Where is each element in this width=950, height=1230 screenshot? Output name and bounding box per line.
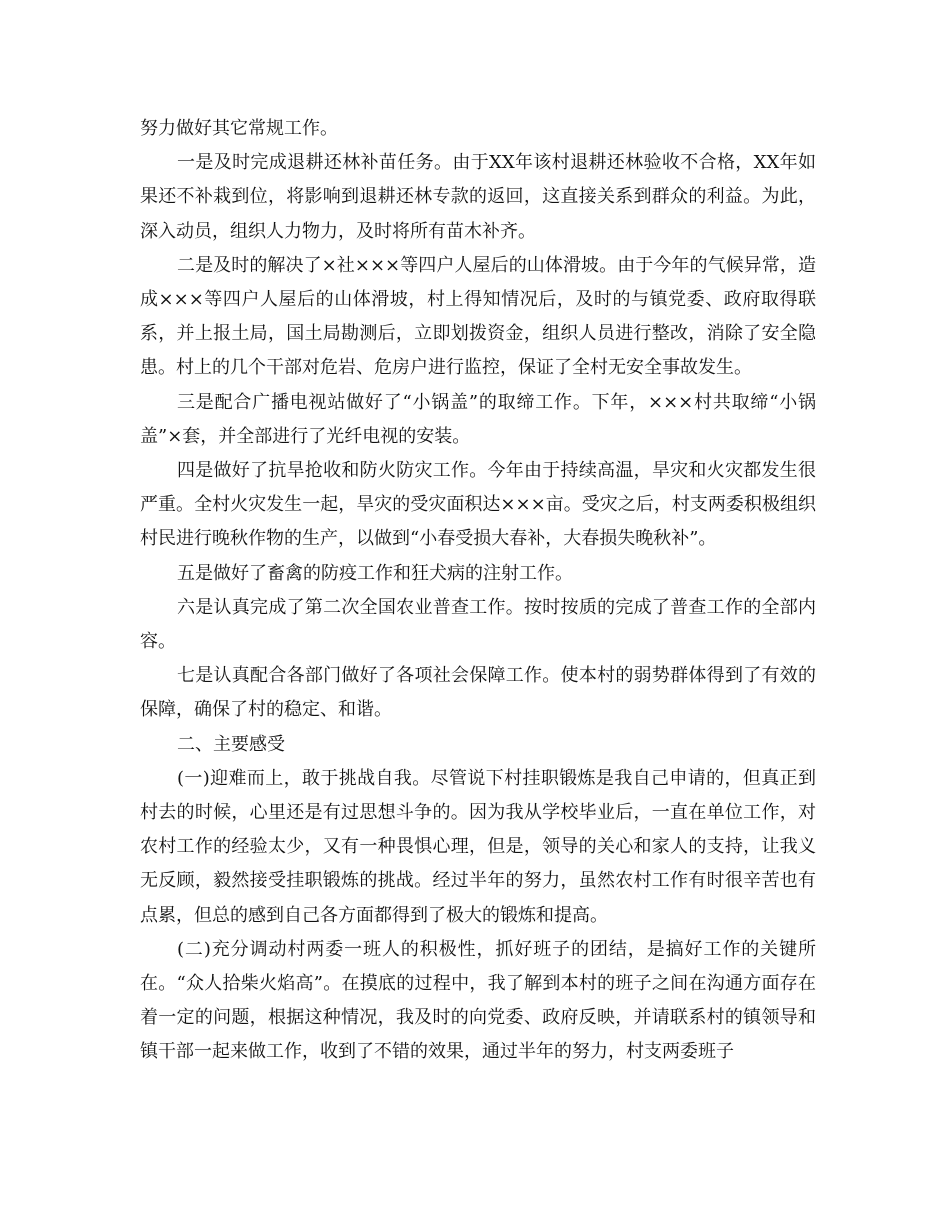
paragraph-item-three: 三是配合广播电视站做好了“小锅盖”的取缔工作。下年，×××村共取缔“小锅盖”×套，并全部进行了光纤电视的安装。 [140, 391, 816, 447]
paragraph-item-one: 一是及时完成退耕还林补苗任务。由于XX年该村退耕还林验收不合格，XX年如果还不补栽到位，将影响到退耕还林专款的返回，这直接关系到群众的利益。为此，深入动员，组织人力物力，及时将所有苗木补齐。 [140, 152, 816, 242]
paragraph-feeling-one: (一)迎难而上，敢于挑战自我。尽管说下村挂职锻炼是我自己申请的，但真正到村去的时候，心里还是有过思想斗争的。因为我从学校毕业后，一直在单位工作，对农村工作的经验太少，又有一种畏惧心理，但是，领导的关心和家人的支持，让我义无反顾，毅然接受挂职锻炼的挑战。经过半年的努力，虽然农村工作有时很辛苦也有点累，但总的感到自己各方面都得到了极大的锻炼和提高。 [140, 767, 816, 926]
document-body [140, 112, 816, 1070]
paragraph-item-four: 四是做好了抗旱抢收和防火防灾工作。今年由于持续高温，旱灾和火灾都发生很严重。全村火灾发生一起，旱灾的受灾面积达×××亩。受灾之后，村支两委积极组织村民进行晚秋作物的生产，以做到“小春受损大春补，大春损失晚秋补”。 [140, 460, 816, 550]
paragraph-item-two: 二是及时的解决了×社×××等四户人屋后的山体滑坡。由于今年的气候异常，造成×××等四户人屋后的山体滑坡，村上得知情况后，及时的与镇党委、政府取得联系，并上报土局，国土局勘测后，立即划拨资金，组织人员进行整改，消除了安全隐患。村上的几个干部对危岩、危房户进行监控，保证了全村无安全事故发生。 [140, 254, 816, 379]
paragraph-routine-work: 努力做好其它常规工作。 [140, 118, 338, 139]
paragraph-feeling-two: (二)充分调动村两委一班人的积极性，抓好班子的团结，是搞好工作的关键所在。“众人拾柴火焰高”。在摸底的过程中，我了解到本村的班子之间在沟通方面存在着一定的问题，根据这种情况，我及时的向党委、政府反映，并请联系村的镇领导和镇干部一起来做工作，收到了不错的效果，通过半年的努力，村支两委班子 [140, 938, 816, 1063]
paragraph-item-seven: 七是认真配合各部门做好了各项社会保障工作。使本村的弱势群体得到了有效的保障，确保了村的稳定、和谐。 [140, 665, 816, 721]
paragraph-item-six: 六是认真完成了第二次全国农业普查工作。按时按质的完成了普查工作的全部内容。 [140, 596, 816, 653]
paragraph-item-five: 五是做好了畜禽的防疫工作和狂犬病的注射工作。 [177, 562, 573, 584]
section-heading-main-feelings: 二、主要感受 [177, 733, 285, 755]
